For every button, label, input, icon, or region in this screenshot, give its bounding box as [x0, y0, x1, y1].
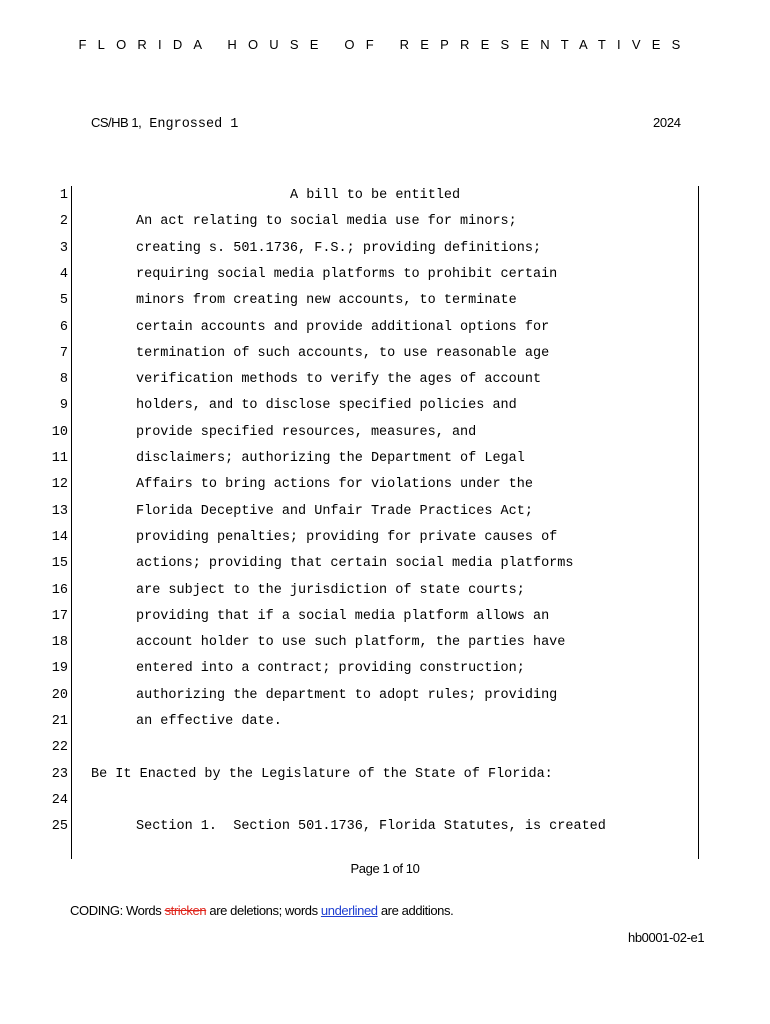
bill-line [0, 634, 770, 660]
bill-line [0, 792, 770, 818]
line-text: requiring social media platforms to prohibit certain [136, 266, 558, 282]
bill-line [0, 687, 770, 713]
line-text: A bill to be entitled [290, 188, 461, 203]
line-number: 6 [59, 319, 68, 335]
line-text: verification methods to verify the ages of account [136, 372, 542, 388]
line-text: Be It Enacted by the Legislature of the State of Florida: [91, 766, 553, 782]
line-number: 8 [59, 372, 68, 388]
bill-line [0, 292, 770, 318]
line-number: 20 [51, 687, 68, 703]
bill-line [0, 424, 770, 450]
bill-version: Engrossed 1 [141, 117, 239, 132]
line-number: 12 [51, 477, 68, 493]
coding-middle: are deletions; words [206, 903, 321, 918]
line-number: 11 [51, 451, 68, 466]
bill-line [0, 187, 770, 213]
coding-suffix: are additions. [377, 903, 454, 918]
line-number: 15 [51, 556, 68, 572]
line-number: 16 [51, 582, 68, 598]
line-number: 9 [59, 398, 68, 414]
bill-line [0, 608, 770, 634]
line-text: are subject to the jurisdiction of state courts; [136, 582, 525, 598]
bill-line [0, 371, 770, 397]
line-number: 14 [51, 529, 68, 545]
line-text: minors from creating new accounts, to terminate [136, 293, 517, 309]
bill-line [0, 739, 770, 765]
line-text: Affairs to bring actions for violations under the [136, 477, 533, 493]
bill-line [0, 345, 770, 371]
line-text: account holder to use such platform, the parties have [136, 635, 566, 651]
page-number: Page 1 of 10 [350, 861, 420, 876]
line-text: authorizing the department to adopt rules; providing [136, 687, 558, 703]
line-number: 1 [59, 188, 68, 203]
line-number: 17 [51, 608, 68, 624]
bill-line [0, 582, 770, 608]
line-text: entered into a contract; providing construction; [136, 661, 525, 677]
chamber-header: FLORIDA HOUSE OF REPRESENTATIVES [78, 37, 692, 52]
bill-line [0, 766, 770, 792]
line-text: providing penalties; providing for private causes of [136, 529, 558, 545]
bill-line [0, 266, 770, 292]
bill-line [0, 240, 770, 266]
line-text: holders, and to disclose specified policies and [136, 398, 517, 414]
line-number: 3 [59, 240, 68, 256]
line-text: termination of such accounts, to use reasonable age [136, 345, 550, 361]
bill-identifier [91, 115, 238, 132]
bill-line [0, 397, 770, 423]
line-text: creating s. 501.1736, F.S.; providing definitions; [136, 240, 542, 256]
bill-line [0, 660, 770, 686]
coding-underlined-example: underlined [320, 903, 378, 918]
line-text: provide specified resources, measures, and [136, 424, 477, 440]
line-number: 4 [59, 266, 68, 282]
coding-stricken-example: stricken [164, 903, 207, 918]
line-number: 24 [51, 792, 68, 808]
bill-line [0, 319, 770, 345]
line-number: 2 [59, 214, 68, 230]
line-text: Florida Deceptive and Unfair Trade Practices Act; [136, 503, 533, 519]
line-number: 25 [51, 819, 68, 835]
line-number: 23 [51, 766, 68, 782]
bill-line [0, 818, 770, 844]
line-number: 10 [51, 424, 68, 440]
line-number: 19 [51, 661, 68, 677]
line-text: an effective date. [136, 714, 282, 729]
line-number: 5 [59, 293, 68, 309]
line-number: 21 [51, 714, 68, 729]
line-number: 22 [51, 740, 68, 756]
bill-line [0, 450, 770, 476]
line-text: providing that if a social media platform allows an [136, 608, 550, 624]
bill-line [0, 503, 770, 529]
line-text: actions; providing that certain social media platforms [136, 556, 574, 572]
bill-line [0, 213, 770, 239]
line-text: An act relating to social media use for minors; [136, 214, 517, 230]
bill-line [0, 529, 770, 555]
bill-line [0, 713, 770, 739]
bill-line [0, 555, 770, 581]
line-text: Section 1. Section 501.1736, Florida Statutes, is created [136, 819, 606, 835]
line-text: certain accounts and provide additional options for [136, 319, 550, 335]
coding-legend [70, 903, 453, 918]
session-year: 2024 [653, 115, 681, 130]
line-number: 13 [51, 503, 68, 519]
line-number: 7 [59, 345, 68, 361]
line-text: disclaimers; authorizing the Department of Legal [136, 451, 525, 466]
line-number: 18 [51, 635, 68, 651]
bill-line [0, 476, 770, 502]
bill-number: CS/HB 1, [91, 115, 142, 130]
document-id: hb0001-02-e1 [628, 930, 705, 945]
coding-prefix: CODING: Words [70, 903, 165, 918]
